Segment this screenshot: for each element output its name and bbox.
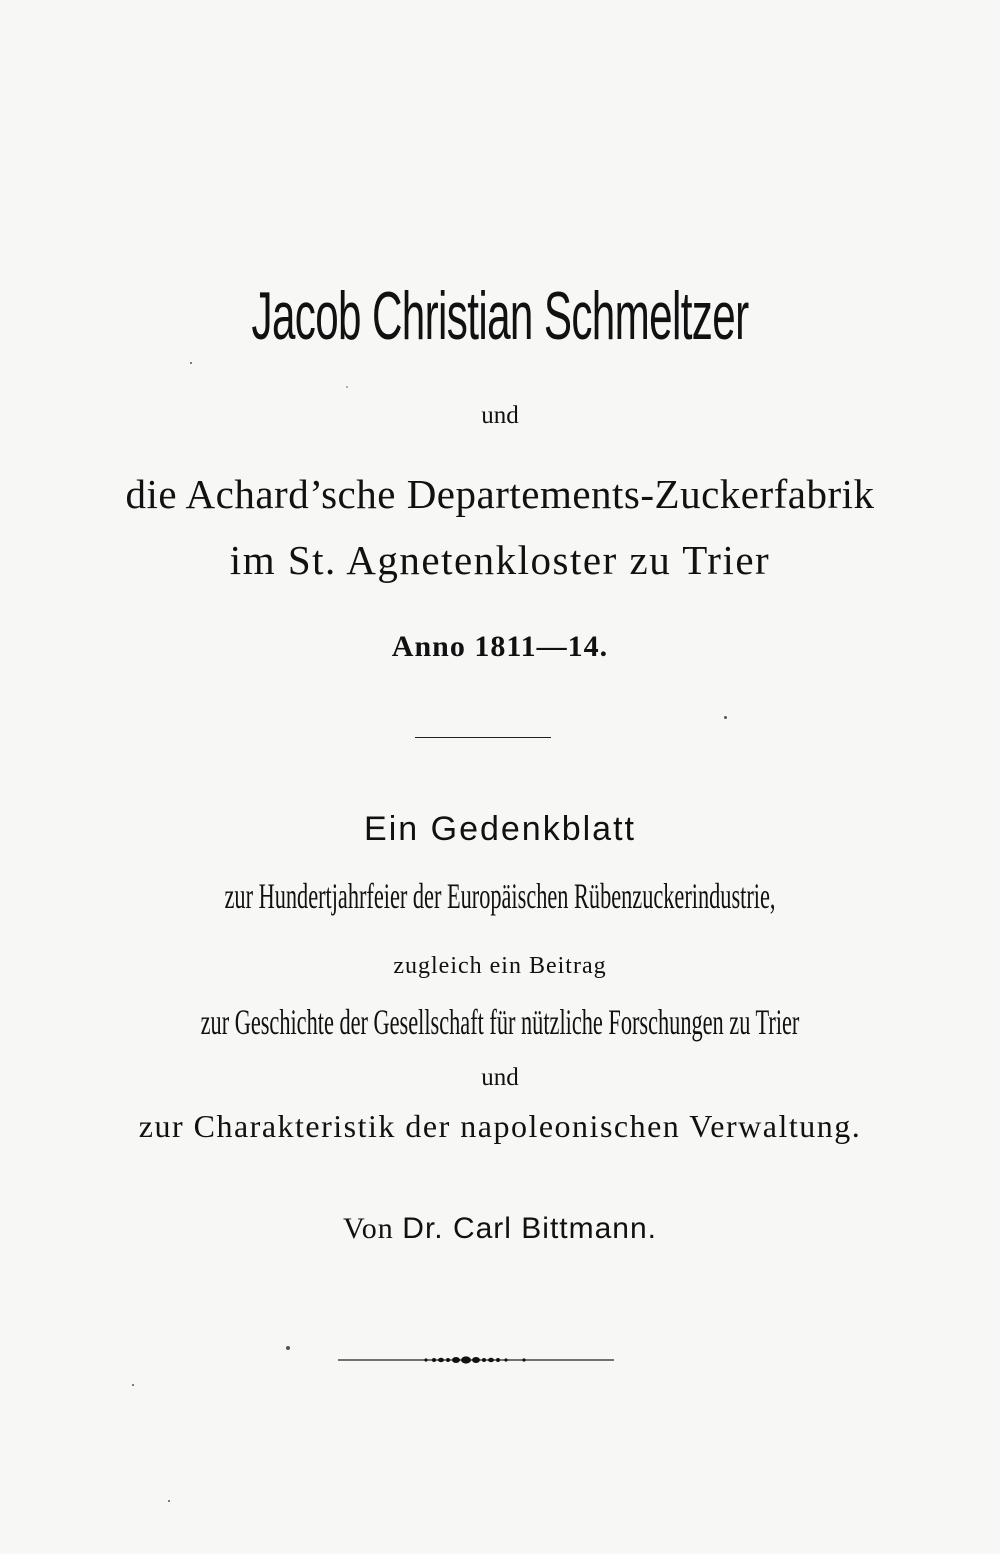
subtitle-line-2: im St. Agnetenkloster zu Trier [229, 537, 771, 583]
paper-speck [286, 1346, 290, 1350]
dedication-line-2: zugleich ein Beitrag [393, 953, 607, 979]
paper-speck [346, 386, 348, 388]
book-title: Jacob Christian Schmeltzer [251, 278, 749, 354]
connector-und-2: und [481, 1064, 519, 1091]
date-line: Anno 1811—14. [391, 630, 609, 663]
section-divider [415, 737, 551, 738]
author-line [0, 1214, 1000, 1244]
dedication-line-3: zur Geschichte der Gesellschaft für nützliche Forschungen zu Trier [200, 1002, 800, 1042]
connector-und-1: und [481, 402, 519, 429]
author-name: Dr. Carl Bittmann. [402, 1212, 658, 1245]
subtitle-line-1: die Achard’sche Departements-Zuckerfabrik [125, 471, 875, 517]
paper-speck [168, 1500, 170, 1502]
author-prefix: Von [342, 1212, 394, 1245]
paper-speck [190, 362, 192, 364]
dedication-heading: Ein Gedenkblatt [364, 810, 636, 848]
dedication-line-1: zur Hundertjahrfeier der Europäischen Rübenzuckerindustrie, [224, 876, 776, 916]
dedication-line-4: zur Charakteristik der napoleonischen Verwaltung. [138, 1108, 862, 1144]
paper-speck [132, 1384, 134, 1386]
ornament-divider [338, 1350, 614, 1370]
paper-speck [724, 716, 727, 719]
